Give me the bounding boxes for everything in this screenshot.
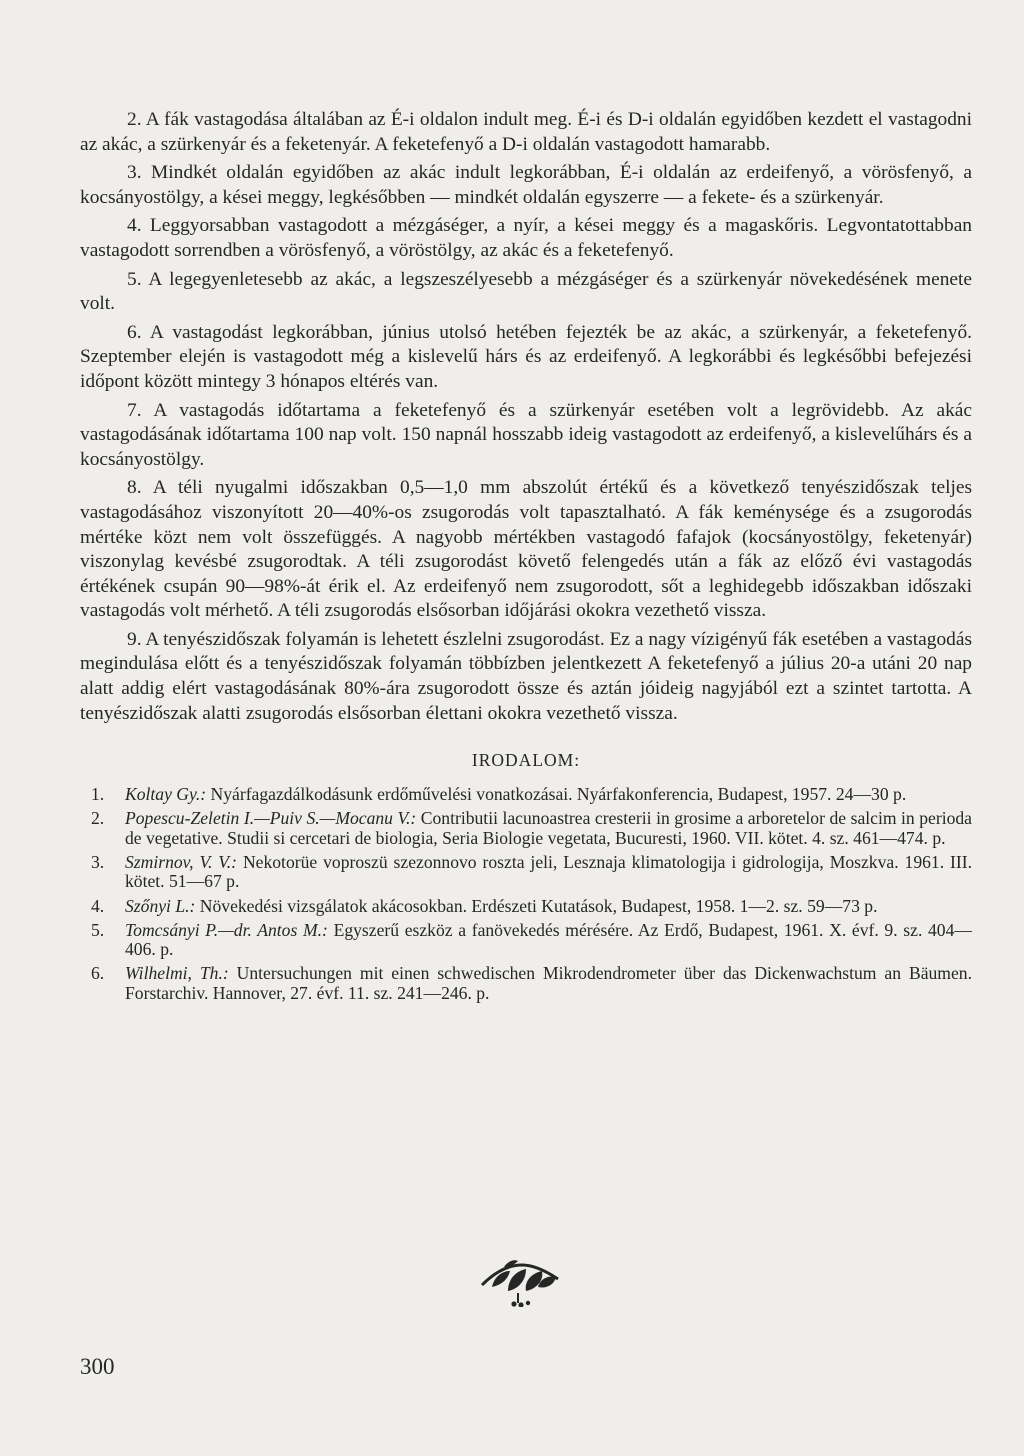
paragraph-4: 4. Leggyorsabban vastagodott a mézgáséger, a nyír, a kései meggy és a magaskőris. Legvontatottabban vastagodott sorrendben a vörösfenyő, a vöröstölgy, az akác és a feketefenyő.	[80, 215, 972, 261]
reference-text: Untersuchungen mit einen schwedischen Mikrodendrometer über das Dickenwachstum an Bäumen. Forstarchiv. Hannover, 27. évf. 11. sz. 241—246. p.	[125, 963, 972, 1003]
reference-item	[80, 785, 972, 804]
paragraph-7: 7. A vastagodás időtartama a feketefenyő és a szürkenyár esetében volt a legrövidebb. Az akác vastagodásának időtartama 100 nap volt. 150 napnál hosszabb ideig vastagodott az erdeifenyő, a kislevelűhárs és a kocsányostölgy.	[80, 399, 972, 470]
reference-author: Szmirnov, V. V.:	[125, 852, 238, 873]
paragraph-8: 8. A téli nyugalmi időszakban 0,5—1,0 mm abszolút értékű és a következő tenyészidőszak teljes vastagodásához viszonyított 20—40%-os zsugorodás volt tapasztalható. A fák keménysége és a zsugorodás mértéke közt nem volt összefüggés. A nagyobb mértékben vastagodó fafajok (kocsányostölgy, feketenyár) viszonylag kevésbé zsugorodtak. A téli zsugorodást követő felengedés után a fák az előző évi vastagodás értékének csupán 90—98%-át érik el. Az erdeifenyő nem zsugorodott, sőt a leghidegebb időszakban időszaki vastagodás volt mérhető. A téli zsugorodás elsősorban időjárási okokra vezethető vissza.	[80, 477, 972, 622]
reference-item	[80, 964, 972, 1003]
reference-text: Egyszerű eszköz a fanövekedés mérésére. Az Erdő, Budapest, 1961. X. évf. 9. sz. 404—406. p.	[125, 919, 972, 960]
reference-text: Nyárfagazdálkodásunk erdőművelési vonatkozásai. Nyárfakonferencia, Budapest, 1957. 24—30 p.	[210, 784, 907, 805]
reference-text: Contributii lacunoastrea cresterii in grosime a arboretelor de salcim in perioda de vegetative. Studii si cercetari de biologia, Seria Biologie vegetata, Bucuresti, 1960. VII. kötet. 4. sz. 461—474. p.	[125, 808, 972, 848]
reference-author: Szőnyi L.:	[125, 895, 196, 916]
reference-item	[80, 897, 972, 916]
reference-number: 2.	[91, 808, 105, 829]
reference-item	[80, 809, 972, 848]
page-body	[80, 108, 972, 1008]
reference-item	[80, 853, 972, 892]
references-heading: IRODALOM:	[471, 750, 581, 771]
paragraph-5: 5. A legegyenletesebb az akác, a legszeszélyesebb a mézgáséger és a szürkenyár növekedésének menete volt.	[80, 268, 972, 315]
reference-item	[80, 921, 972, 960]
reference-number: 4.	[91, 895, 105, 916]
paragraph-9: 9. A tenyészidőszak folyamán is lehetett észlelni zsugorodást. Ez a nagy vízigényű fák esetében a vastagodás megindulása előtt és a tenyészidőszak folyamán többízben jelentkezett A feketefenyő a július 20-a utáni 20 nap alatt addig elért vastagodásának 80%-ára zsugorodott össze és aztán jóideig nagyjából ezt a szintet tartotta. A tenyészidőszak alatti zsugorodás elsősorban élettani okokra vezethető vissza.	[80, 628, 972, 724]
reference-number: 3.	[91, 852, 105, 873]
reference-author: Tomcsányi P.—dr. Antos M.:	[125, 919, 328, 940]
page-number: 300	[80, 1354, 115, 1379]
reference-number: 5.	[91, 919, 105, 940]
reference-number: 1.	[91, 784, 105, 805]
reference-text: Nekotorüe voproszü szezonnovo roszta jeli, Lesznaja klimatologija i gidrologija, Moszkva. 1961. III. kötet. 51—67 p.	[125, 852, 972, 892]
leaf-ornament-icon	[478, 1257, 560, 1307]
reference-number: 6.	[91, 963, 105, 984]
paragraph-3: 3. Mindkét oldalán egyidőben az akác indult legkorábban, É-i oldalán az erdeifenyő, a vörösfenyő, a kocsányostölgy, a kései meggy, legkésőbben — mindkét oldalán egyszerre — a fekete- és a szürkenyár.	[80, 162, 972, 208]
paragraph-6: 6. A vastagodást legkorábban, június utolsó hetében fejezték be az akác, a szürkenyár, a feketefenyő. Szeptember elején is vastagodott még a kislevelű hárs és az erdeifenyő. A legkorábbi és legkésőbbi befejezési időpont között mintegy 3 hónapos eltérés van.	[80, 321, 972, 392]
reference-author: Koltay Gy.:	[125, 784, 207, 805]
reference-text: Növekedési vizsgálatok akácosokban. Erdészeti Kutatások, Budapest, 1958. 1—2. sz. 59—73 p.	[199, 895, 878, 916]
reference-author: Wilhelmi, Th.:	[125, 963, 229, 984]
references-list	[80, 785, 972, 1003]
reference-author: Popescu-Zeletin I.—Puiv S.—Mocanu V.:	[125, 808, 417, 829]
paragraph-2: 2. A fák vastagodása általában az É-i oldalon indult meg. É-i és D-i oldalán egyidőben kezdett el vastagodni az akác, a szürkenyár és a feketenyár. A feketefenyő a D-i oldalán vastagodott hamarabb.	[80, 109, 972, 155]
